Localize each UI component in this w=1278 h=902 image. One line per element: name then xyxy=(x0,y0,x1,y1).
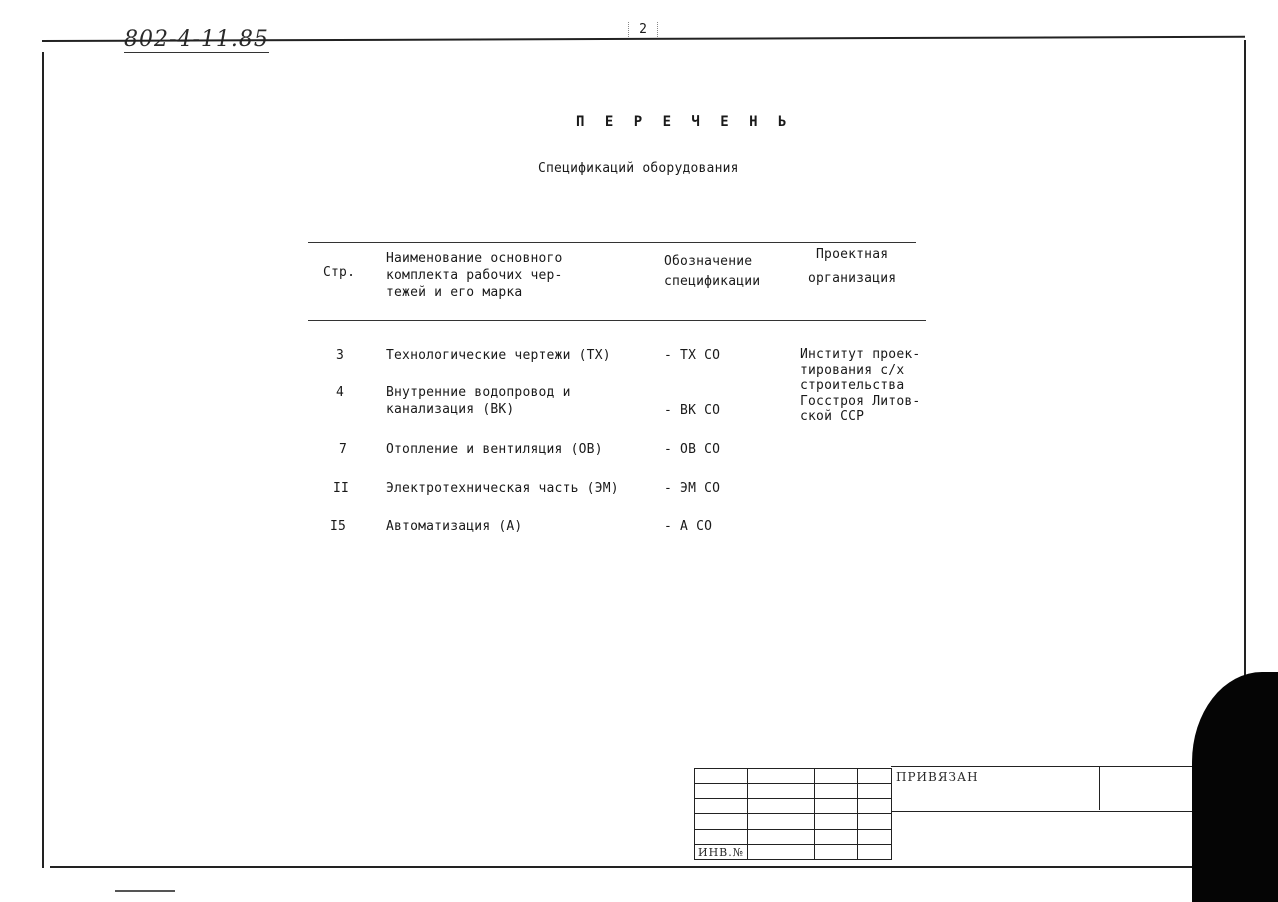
header-organization: Проектная организация xyxy=(808,247,897,286)
stamp-privyazan-label: ПРИВЯЗАН xyxy=(896,770,979,784)
stamp-divider xyxy=(1099,766,1100,810)
frame-right-line xyxy=(1244,40,1246,760)
header-page: Стр. xyxy=(323,265,356,280)
row-name: Внутренние водопровод и канализация (ВК) xyxy=(386,385,571,417)
row-designation: - ОВ СО xyxy=(664,442,721,457)
frame-left-line xyxy=(42,52,44,868)
header-designation: Обозначение спецификации xyxy=(664,254,761,289)
table-header-bottom-rule xyxy=(308,320,926,321)
row-name: Автоматизация (А) xyxy=(386,519,523,534)
scan-edge-blot xyxy=(1192,672,1278,902)
page-title: П Е Р Е Ч Е Н Ь xyxy=(576,114,793,130)
row-page: I5 xyxy=(330,519,347,534)
organization-cell: Институт проек- тирования с/х строительства Госстроя Литов- ской ССР xyxy=(800,347,921,424)
frame-bottom-line xyxy=(50,866,1200,868)
row-designation: - ТХ СО xyxy=(664,348,721,363)
row-name: Электротехническая часть (ЭМ) xyxy=(386,481,619,496)
header-name: Наименование основного комплекта рабочих чер- тежей и его марка xyxy=(386,251,563,300)
row-designation: - А СО xyxy=(664,519,713,534)
row-designation: - ВК СО xyxy=(664,403,721,418)
page-number: 2 xyxy=(628,22,658,37)
row-page: 7 xyxy=(339,442,348,457)
table-top-rule xyxy=(308,242,916,243)
row-page: II xyxy=(333,481,350,496)
document-code: 802-4-11.85 xyxy=(124,27,269,52)
row-name: Отопление и вентиляция (ОВ) xyxy=(386,442,603,457)
scan-edge-line xyxy=(115,890,175,892)
stamp-inv-label: ИНВ.№ xyxy=(698,846,745,859)
page-subtitle: Спецификаций оборудования xyxy=(538,161,739,176)
row-designation: - ЭМ СО xyxy=(664,481,721,496)
row-page: 4 xyxy=(336,385,345,400)
row-name: Технологические чертежи (ТХ) xyxy=(386,348,611,363)
row-page: 3 xyxy=(336,348,345,363)
